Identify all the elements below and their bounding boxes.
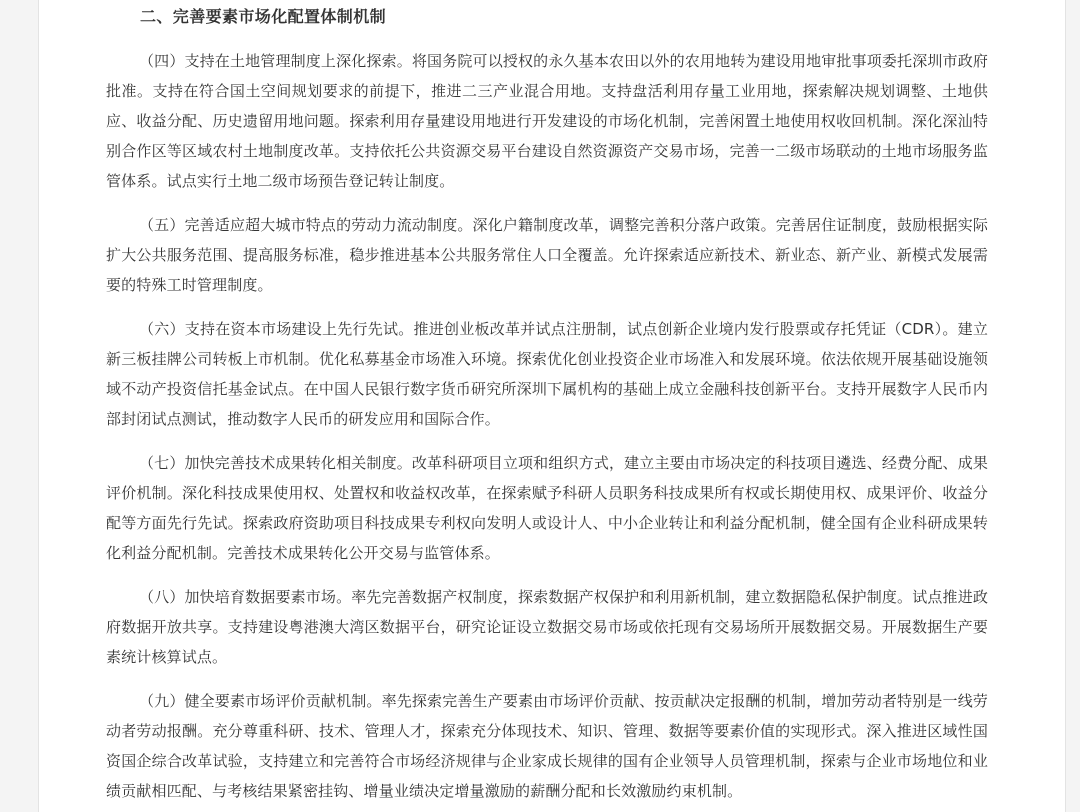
paragraph-data-market: （八）加快培育数据要素市场。率先完善数据产权制度，探索数据产权保护和利用新机制，建立数据隐私保护制度。试点推进政府数据开放共享。支持建设粤港澳大湾区数据平台，研究论证设立数据交易市场或依托现有交易场所开展数据交易。开展数据生产要素统计核算试点。	[106, 588, 988, 666]
paragraph-land-management: （四）支持在土地管理制度上深化探索。将国务院可以授权的永久基本农田以外的农用地转为建设用地审批事项委托深圳市政府批准。支持在符合国土空间规划要求的前提下，推进二三产业混合用地。支持盘活利用存量工业用地，探索解决规划调整、土地供应、收益分配、历史遗留用地问题。探索利用存量建设用地进行开发建设的市场化机制，完善闲置土地使用权收回机制。深化深汕特别合作区等区域农村土地制度改革。支持依托公共资源交易平台建设自然资源资产交易市场，完善一二级市场联动的土地市场服务监管体系。试点实行土地二级市场预告登记转让制度。	[106, 52, 988, 190]
paragraph-factor-evaluation: （九）健全要素市场评价贡献机制。率先探索完善生产要素由市场评价贡献、按贡献决定报酬的机制，增加劳动者特别是一线劳动者劳动报酬。充分尊重科研、技术、管理人才，探索充分体现技术、知识、管理、数据等要素价值的实现形式。深入推进区域性国资国企综合改革试验，支持建立和完善符合市场经济规律与企业家成长规律的国有企业领导人员管理机制，探索与企业市场地位和业绩贡献相匹配、与考核结果紧密挂钩、增量业绩决定增量激励的薪酬分配和长效激励约束机制。	[106, 692, 988, 800]
paragraph-technology-transfer: （七）加快完善技术成果转化相关制度。改革科研项目立项和组织方式，建立主要由市场决定的科技项目遴选、经费分配、成果评价机制。深化科技成果使用权、处置权和收益权改革，在探索赋予科研人员职务科技成果所有权或长期使用权、成果评价、收益分配等方面先行先试。探索政府资助项目科技成果专利权向发明人或设计人、中小企业转让和利益分配机制，健全国有企业科研成果转化利益分配机制。完善技术成果转化公开交易与监管体系。	[106, 454, 988, 562]
section-heading: 二、完善要素市场化配置体制机制	[140, 7, 387, 26]
article-body	[106, 2, 988, 806]
page-container	[38, 0, 1066, 812]
paragraph-labor-mobility: （五）完善适应超大城市特点的劳动力流动制度。深化户籍制度改革，调整完善积分落户政策。完善居住证制度，鼓励根据实际扩大公共服务范围、提高服务标准，稳步推进基本公共服务常住人口全覆盖。允许探索适应新技术、新业态、新产业、新模式发展需要的特殊工时管理制度。	[106, 216, 988, 294]
paragraph-capital-market: （六）支持在资本市场建设上先行先试。推进创业板改革并试点注册制，试点创新企业境内发行股票或存托凭证（CDR）。建立新三板挂牌公司转板上市机制。优化私募基金市场准入环境。探索优化创业投资企业市场准入和发展环境。依法依规开展基础设施领域不动产投资信托基金试点。在中国人民银行数字货币研究所深圳下属机构的基础上成立金融科技创新平台。支持开展数字人民币内部封闭试点测试，推动数字人民币的研发应用和国际合作。	[106, 320, 988, 428]
